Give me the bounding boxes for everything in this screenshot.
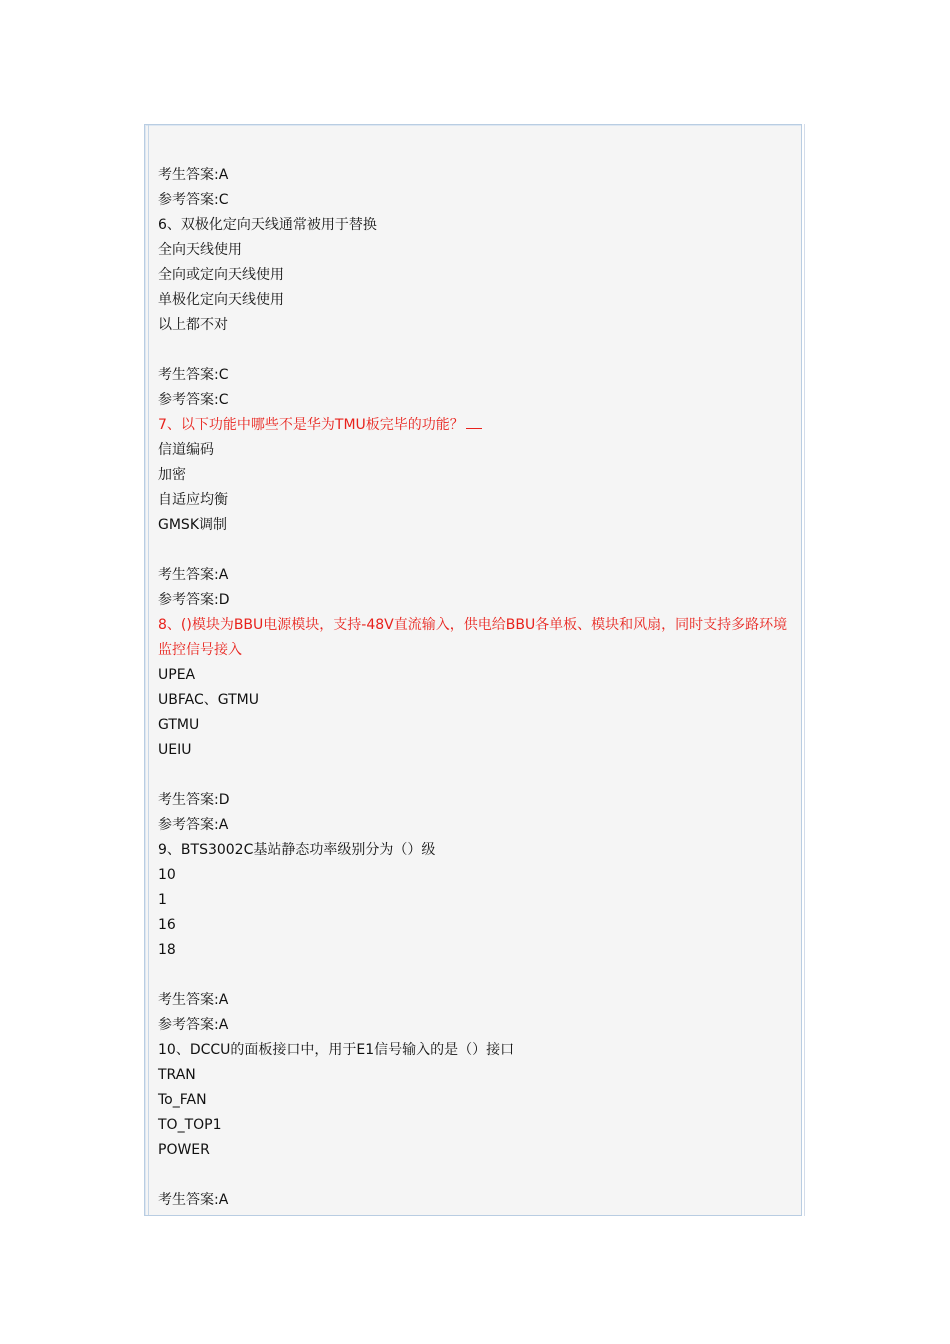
student-answer: 考生答案:A: [158, 567, 229, 583]
spacer: [158, 763, 788, 788]
option: UEIU: [158, 742, 192, 758]
option: 加密: [158, 467, 186, 483]
reference-answer: 参考答案:C: [158, 192, 229, 208]
student-answer: 考生答案:A: [158, 1192, 229, 1208]
content-panel: [144, 124, 802, 1216]
question-6: 6、双极化定向天线通常被用于替换: [158, 217, 377, 233]
question-7-text: 7、以下功能中哪些不是华为TMU板完毕的功能？: [158, 417, 464, 433]
spacer: [158, 338, 788, 363]
option: To_FAN: [158, 1092, 207, 1108]
spacer: [158, 963, 788, 988]
question-list: [158, 163, 788, 1213]
question-7: [158, 413, 788, 438]
option: 1: [158, 892, 167, 908]
option: UBFAC、GTMU: [158, 692, 259, 708]
option: 18: [158, 942, 176, 958]
question-10: 10、DCCU的面板接口中，用于E1信号输入的是（）接口: [158, 1042, 515, 1058]
student-answer: 考生答案:A: [158, 992, 229, 1008]
question-9: 9、BTS3002C基站静态功率级别分为（）级: [158, 842, 436, 858]
option: TO_TOP1: [158, 1117, 222, 1133]
student-answer: 考生答案:C: [158, 367, 229, 383]
option: 以上都不对: [158, 317, 228, 333]
option: 全向天线使用: [158, 242, 242, 258]
option: POWER: [158, 1142, 210, 1158]
option: GMSK调制: [158, 517, 227, 533]
option: 自适应均衡: [158, 492, 228, 508]
option: 信道编码: [158, 442, 214, 458]
option: 16: [158, 917, 176, 933]
reference-answer: 参考答案:A: [158, 817, 229, 833]
option: 全向或定向天线使用: [158, 267, 284, 283]
answer-blank: [466, 415, 482, 429]
option: 10: [158, 867, 176, 883]
spacer: [158, 1163, 788, 1188]
spacer: [158, 538, 788, 563]
reference-answer: 参考答案:C: [158, 392, 229, 408]
option: TRAN: [158, 1067, 196, 1083]
reference-answer: 参考答案:D: [158, 592, 230, 608]
question-8: 8、()模块为BBU电源模块，支持-48V直流输入，供电给BBU各单板、模块和风扇，同时支持多路环境监控信号接入: [158, 617, 788, 658]
option: 单极化定向天线使用: [158, 292, 284, 308]
student-answer: 考生答案:A: [158, 167, 229, 183]
reference-answer: 参考答案:A: [158, 1017, 229, 1033]
option: GTMU: [158, 717, 200, 733]
option: UPEA: [158, 667, 196, 683]
student-answer: 考生答案:D: [158, 792, 230, 808]
